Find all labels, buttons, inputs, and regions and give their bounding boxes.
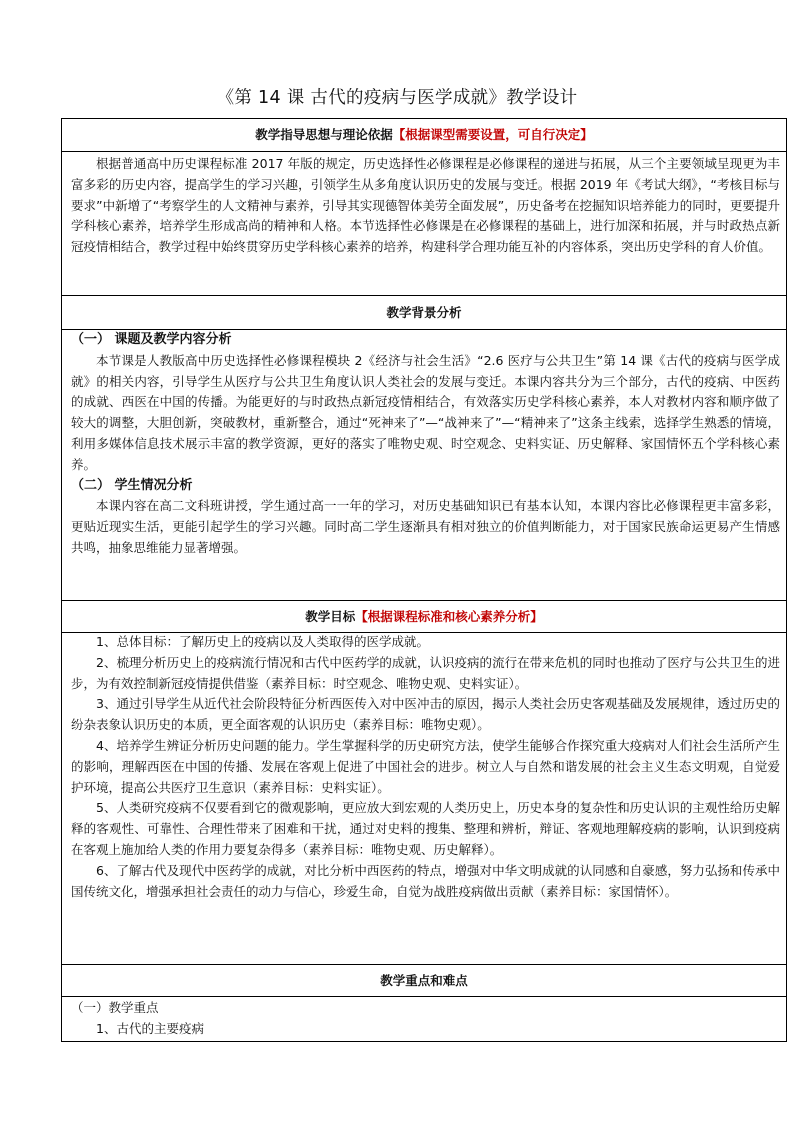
goals-note: 【根据课程标准和核心素养分析】 — [355, 609, 543, 624]
guide-paragraph: 根据普通高中历史课程标准 2017 年版的规定，历史选择性必修课程是必修课程的递进与拓展，从三个主要领域呈现更为丰富多彩的历史内容，提高学生的学习兴趣，引领学生从多角度认识历史的发展与变迁。根据 2019 年《考试大纲》，“考核目标与要求”中新增了“考察学生的人文精神与素养，引导其实现德智体美劳全面发展”，历史备考在挖掘知识培养能力的同时，更要提升学科核心素养，培养学生形成高尚的精神和人格。本节选择性必修课是在必修课程的基础上，进行加深和拓展，并与时政热点新冠疫情相结合，教学过程中始终贯穿历史学科核心素养的培养，构建科学合理功能互补的内容体系，突出历史学科的育人价值。 — [71, 156, 780, 255]
keypoints-heading: 教学重点和难点 — [380, 973, 468, 988]
goal-item: 3、通过引导学生从近代社会阶段特征分析西医传入对中医冲击的原因，揭示人类社会历史客观基础及发展规律，透过历史的纷杂表象认识历史的本质，更全面客观的认识历史（素养目标：唯物史观）。 — [71, 696, 780, 733]
background-body — [71, 330, 780, 559]
goal-item: 2、梳理分析历史上的疫病流行情况和古代中医药学的成就，认识疫病的流行在带来危机的同时也推动了医疗与公共卫生的进步，为有效控制新冠疫情提供借鉴（素养目标：时空观念、唯物史观、史料实证）。 — [71, 654, 780, 691]
lesson-plan-table — [61, 118, 787, 1042]
keypoints-item: 1、古代的主要疫病 — [96, 1020, 204, 1036]
background-paragraph-2: 本课内容在高二文科班讲授，学生通过高一一年的学习，对历史基础知识已有基本认知，本课内容比必修课程更丰富多彩，更贴近现实生活，更能引起学生的学习兴趣。同时高二学生逐渐具有相对独立的价值判断能力，对于国家民族命运更易产生情感共鸣，抽象思维能力显著增强。 — [71, 498, 780, 555]
row-divider — [62, 996, 786, 997]
background-paragraph-1: 本节课是人教版高中历史选择性必修课程模块 2《经济与社会生活》“2.6 医疗与公共卫生”第 14 课《古代的疫病与医学成就》的相关内容，引导学生从医疗与公共卫生角度认识人类社会的发展与变迁。本课内容共分为三个部分，古代的疫病、中医药的成就、西医在中国的传播。为能更好的与时政热点新冠疫情相结合，有效落实历史学科核心素养，本人对教材内容和顺序做了较大的调整，大胆创新，突破教材，重新整合，通过“死神来了”—“战神来了”—“精神来了”这条主线索，选择学生熟悉的情境，利用多媒体信息技术展示丰富的教学资源，更好的落实了唯物史观、时空观念、史料实证、历史解释、家国情怀五个学科核心素养。 — [71, 352, 780, 472]
section-header-goals — [62, 601, 786, 633]
background-subheading-1: （一） 课题及教学内容分析 — [71, 332, 232, 347]
section-header-guide — [62, 119, 786, 151]
guide-body — [71, 154, 780, 258]
goals-body — [71, 632, 780, 902]
section-header-keypoints — [62, 965, 786, 997]
goals-heading: 教学目标 — [305, 609, 356, 624]
guide-note: 【根据课型需要设置，可自行决定】 — [392, 127, 593, 142]
goal-item: 4、培养学生辨证分析历史问题的能力。学生掌握科学的历史研究方法，使学生能够合作探究重大疫病对人们社会生活所产生的影响，理解西医在中国的传播、发展在客观上促进了中国社会的进步。树立人与自然和谐发展的社会主义生态文明观，自觉爱护环境，提高公共医疗卫生意识（素养目标：史料实证）。 — [71, 737, 780, 795]
background-heading: 教学背景分析 — [386, 305, 462, 320]
guide-heading: 教学指导思想与理论依据 — [255, 127, 393, 142]
keypoints-subheading-1: （一）教学重点 — [71, 1000, 159, 1015]
keypoints-body — [71, 998, 780, 1040]
section-header-background — [62, 297, 786, 329]
goal-item: 5、人类研究疫病不仅要看到它的微观影响，更应放大到宏观的人类历史上，历史本身的复杂性和历史认识的主观性给历史解释的客观性、可靠性、合理性带来了困难和干扰，通过对史料的搜集、整理和辨析，辩证、客观地理解疫病的影响，认识到疫病在客观上施加给人类的作用力要复杂得多（素养目标：唯物史观、历史解释）。 — [71, 800, 780, 857]
row-divider — [62, 295, 786, 296]
goal-item: 1、总体目标：了解历史上的疫病以及人类取得的医学成就。 — [96, 634, 429, 649]
document-title: 《第 14 课 古代的疫病与医学成就》教学设计 — [216, 88, 578, 108]
background-subheading-2: （二） 学生情况分析 — [71, 477, 193, 493]
goal-item: 6、了解古代及现代中医药学的成就，对比分析中西医药的特点，增强对中华文明成就的认同感和自豪感，努力弘扬和传承中国传统文化，增强承担社会责任的动力与信心，珍爱生命，自觉为战胜疫病做出贡献（素养目标：家国情怀）。 — [71, 862, 780, 899]
row-divider — [62, 151, 786, 152]
